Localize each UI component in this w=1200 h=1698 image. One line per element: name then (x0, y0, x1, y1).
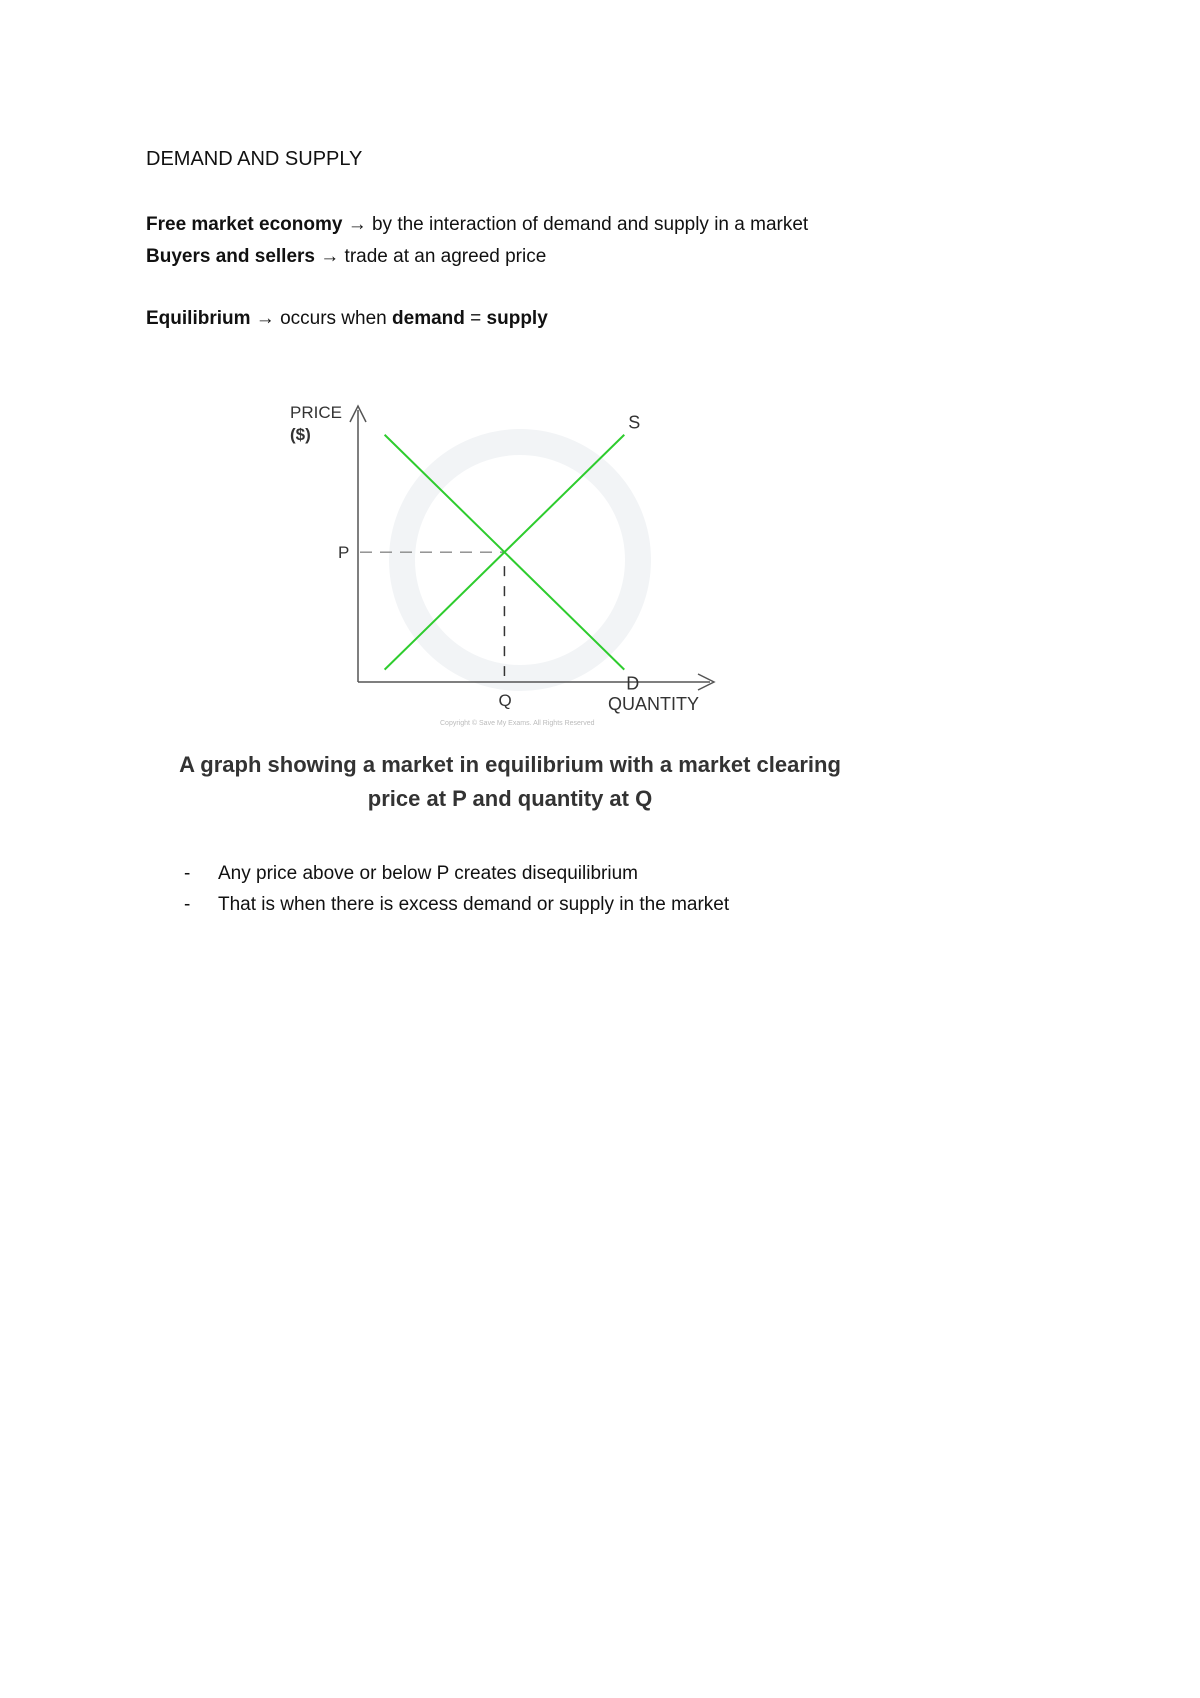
chart-caption (170, 748, 850, 816)
bullet-dash: - (184, 894, 191, 915)
bullet-dash: - (184, 863, 191, 884)
line-free-market (146, 214, 808, 236)
y-axis-label-line1: PRICE (290, 403, 342, 422)
equals-sign: = (470, 308, 482, 329)
right-arrow-icon: → (320, 246, 340, 267)
line-buyers-sellers (146, 246, 546, 268)
heading: DEMAND AND SUPPLY (146, 148, 363, 170)
copyright-note: Copyright © Save My Exams. All Rights Reserved (440, 720, 595, 727)
supply-demand-chart (270, 380, 730, 730)
caption-line-1: A graph showing a market in equilibrium with a market clearing (179, 752, 841, 777)
demand-curve-label: D (626, 673, 640, 694)
term-free-market: Free market economy (146, 214, 343, 235)
line-equilibrium (146, 308, 548, 330)
right-arrow-icon: → (347, 214, 367, 235)
term-buyers-sellers: Buyers and sellers (146, 246, 315, 267)
watermark-circle (402, 442, 638, 678)
term-supply: supply (486, 308, 548, 329)
equilibrium-quantity-label: Q (498, 691, 512, 710)
definition-buyers-sellers: trade at an agreed price (344, 246, 547, 267)
bullet-text: That is when there is excess demand or supply in the market (218, 894, 730, 915)
caption-line-2: price at P and quantity at Q (367, 786, 653, 811)
x-axis-label: QUANTITY (608, 694, 700, 714)
term-demand: demand (392, 308, 465, 329)
supply-curve-label: S (628, 412, 641, 433)
definition-free-market: by the interaction of demand and supply in a market (371, 214, 809, 235)
bullet-item (184, 894, 729, 916)
y-axis-label-line2: ($) (290, 425, 311, 444)
bullet-item (184, 863, 638, 885)
term-equilibrium: Equilibrium (146, 308, 251, 329)
right-arrow-icon: → (255, 308, 275, 329)
equilibrium-price-label: P (338, 543, 350, 563)
definition-equilibrium-start: occurs when (280, 308, 387, 329)
bullet-text: Any price above or below P creates disequilibrium (218, 863, 638, 884)
